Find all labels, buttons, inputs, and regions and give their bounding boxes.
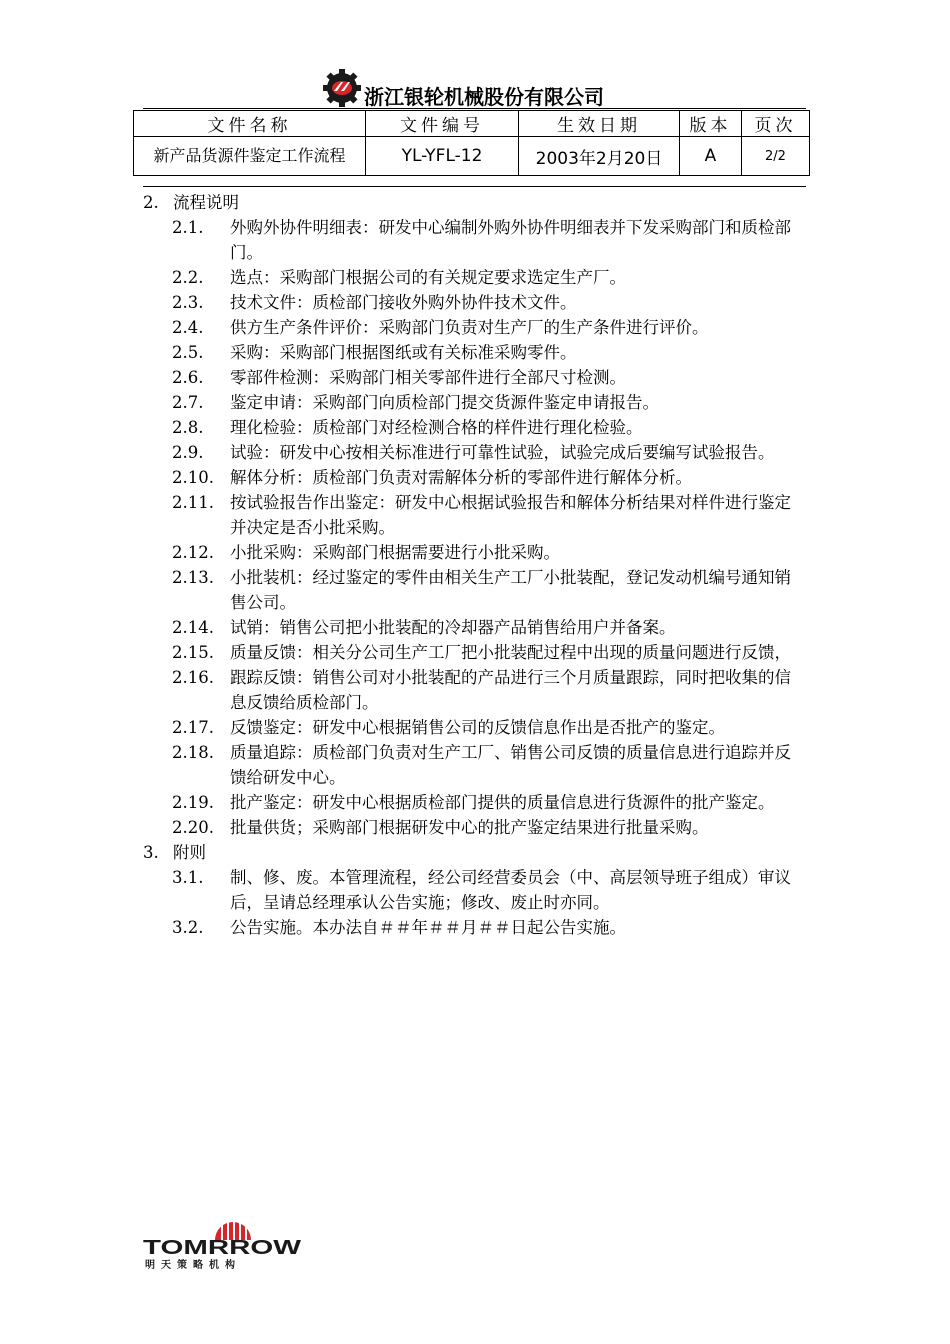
section-number: 2.: [143, 193, 159, 212]
item-text: 技术文件：质检部门接收外购外协件技术文件。: [230, 293, 577, 312]
item-text: 反馈鉴定：研发中心根据销售公司的反馈信息作出是否批产的鉴定。: [230, 718, 725, 737]
list-item: [143, 290, 813, 315]
company-header: [322, 68, 604, 108]
section-number: 3.: [143, 843, 159, 862]
list-item: [143, 465, 813, 490]
item-number: 2.15.: [172, 643, 214, 662]
list-item: [143, 865, 813, 915]
item-number: 3.2.: [172, 918, 204, 937]
list-item: [143, 665, 813, 715]
header-cell-doc-no: 文件编号: [366, 111, 519, 137]
item-text: 质量反馈：相关分公司生产工厂把小批装配过程中出现的质量问题进行反馈，: [230, 643, 791, 662]
item-text: 理化检验：质检部门对经检测合格的样件进行理化检验。: [230, 418, 643, 437]
item-text: 按试验报告作出鉴定：研发中心根据试验报告和解体分析结果对样件进行鉴定并决定是否小批采购。: [230, 493, 791, 537]
item-number: 2.16.: [172, 668, 214, 687]
item-text: 供方生产条件评价：采购部门负责对生产厂的生产条件进行评价。: [230, 318, 709, 337]
item-text: 批量供货；采购部门根据研发中心的批产鉴定结果进行批量采购。: [230, 818, 709, 837]
tomorrow-logo-text: TOMRROW: [143, 1237, 302, 1259]
version-value: A: [680, 137, 742, 176]
item-number: 2.12.: [172, 543, 214, 562]
info-table-value-row: [134, 137, 810, 176]
list-item: [143, 390, 813, 415]
item-number: 2.9.: [172, 443, 204, 462]
item-number: 2.13.: [172, 568, 214, 587]
section-title: [143, 840, 813, 865]
tomorrow-logo-icon: [143, 1212, 303, 1272]
item-number: 2.7.: [172, 393, 204, 412]
item-text: 试销：销售公司把小批装配的冷却器产品销售给用户并备案。: [230, 618, 676, 637]
list-item: [143, 790, 813, 815]
item-text: 小批装机：经过鉴定的零件由相关生产工厂小批装配，登记发动机编号通知销售公司。: [230, 568, 791, 612]
item-number: 2.1.: [172, 218, 204, 237]
date-value: 2003年2月20日: [519, 137, 680, 176]
company-name: 浙江银轮机械股份有限公司: [364, 84, 604, 109]
document-info-table: [133, 110, 810, 176]
item-number: 2.20.: [172, 818, 214, 837]
item-number: 2.14.: [172, 618, 214, 637]
doc-name-value: 新产品货源件鉴定工作流程: [134, 137, 366, 176]
info-table-header-row: [134, 111, 810, 137]
item-text: 零部件检测：采购部门相关零部件进行全部尺寸检测。: [230, 368, 626, 387]
list-item: [143, 415, 813, 440]
header-cell-version: 版本: [680, 111, 742, 137]
item-text: 解体分析：质检部门负责对需解体分析的零部件进行解体分析。: [230, 468, 692, 487]
header-cell-page: 页次: [742, 111, 810, 137]
list-item: [143, 365, 813, 390]
yinlun-gear-logo-icon: [322, 68, 362, 108]
list-item: [143, 315, 813, 340]
list-item: [143, 440, 813, 465]
list-item: [143, 715, 813, 740]
item-number: 2.8.: [172, 418, 204, 437]
item-number: 2.3.: [172, 293, 204, 312]
item-text: 鉴定申请：采购部门向质检部门提交货源件鉴定申请报告。: [230, 393, 659, 412]
section-title: [143, 190, 813, 215]
header-cell-date: 生效日期: [519, 111, 680, 137]
section-title-text: 流程说明: [173, 193, 239, 212]
item-text: 跟踪反馈：销售公司对小批装配的产品进行三个月质量跟踪，同时把收集的信息反馈给质检部门。: [230, 668, 791, 712]
item-text: 试验：研发中心按相关标准进行可靠性试验，试验完成后要编写试验报告。: [230, 443, 775, 462]
item-text: 制、修、废。本管理流程，经公司经营委员会（中、高层领导班子组成）审议后，呈请总经理承认公告实施；修改、废止时亦同。: [230, 868, 791, 912]
item-text: 选点：采购部门根据公司的有关规定要求选定生产厂。: [230, 268, 626, 287]
item-number: 2.11.: [172, 493, 214, 512]
tomorrow-logo-subtext: 明天策略机构: [145, 1260, 235, 1271]
list-item: [143, 490, 813, 540]
item-number: 2.4.: [172, 318, 204, 337]
section-process-description: [143, 190, 813, 840]
list-item: [143, 340, 813, 365]
item-text: 采购：采购部门根据图纸或有关标准采购零件。: [230, 343, 577, 362]
list-item: [143, 815, 813, 840]
page-value: 2/2: [742, 137, 810, 176]
list-item: [143, 540, 813, 565]
list-item: [143, 915, 813, 940]
list-item: [143, 565, 813, 615]
item-text: 外购外协件明细表：研发中心编制外购外协件明细表并下发采购部门和质检部门。: [230, 218, 791, 262]
list-item: [143, 615, 813, 640]
header-bottom-rule: [143, 186, 806, 187]
list-item: [143, 640, 813, 665]
item-number: 2.19.: [172, 793, 214, 812]
item-number: 2.2.: [172, 268, 204, 287]
item-number: 2.10.: [172, 468, 214, 487]
header-top-rule: [143, 108, 806, 109]
item-number: 2.5.: [172, 343, 204, 362]
section-title-text: 附则: [173, 843, 206, 862]
item-text: 批产鉴定：研发中心根据质检部门提供的质量信息进行货源件的批产鉴定。: [230, 793, 775, 812]
item-text: 公告实施。本办法自＃＃年＃＃月＃＃日起公告实施。: [230, 918, 626, 937]
section-supplementary: [143, 840, 813, 940]
document-body: [143, 190, 813, 940]
item-text: 质量追踪：质检部门负责对生产工厂、销售公司反馈的质量信息进行追踪并反馈给研发中心。: [230, 743, 791, 787]
doc-no-value: YL-YFL-12: [366, 137, 519, 176]
list-item: [143, 265, 813, 290]
item-text: 小批采购：采购部门根据需要进行小批采购。: [230, 543, 560, 562]
item-number: 2.17.: [172, 718, 214, 737]
item-number: 2.6.: [172, 368, 204, 387]
item-number: 3.1.: [172, 868, 204, 887]
list-item: [143, 740, 813, 790]
header-cell-doc-name: 文件名称: [134, 111, 366, 137]
item-number: 2.18.: [172, 743, 214, 762]
list-item: [143, 215, 813, 265]
